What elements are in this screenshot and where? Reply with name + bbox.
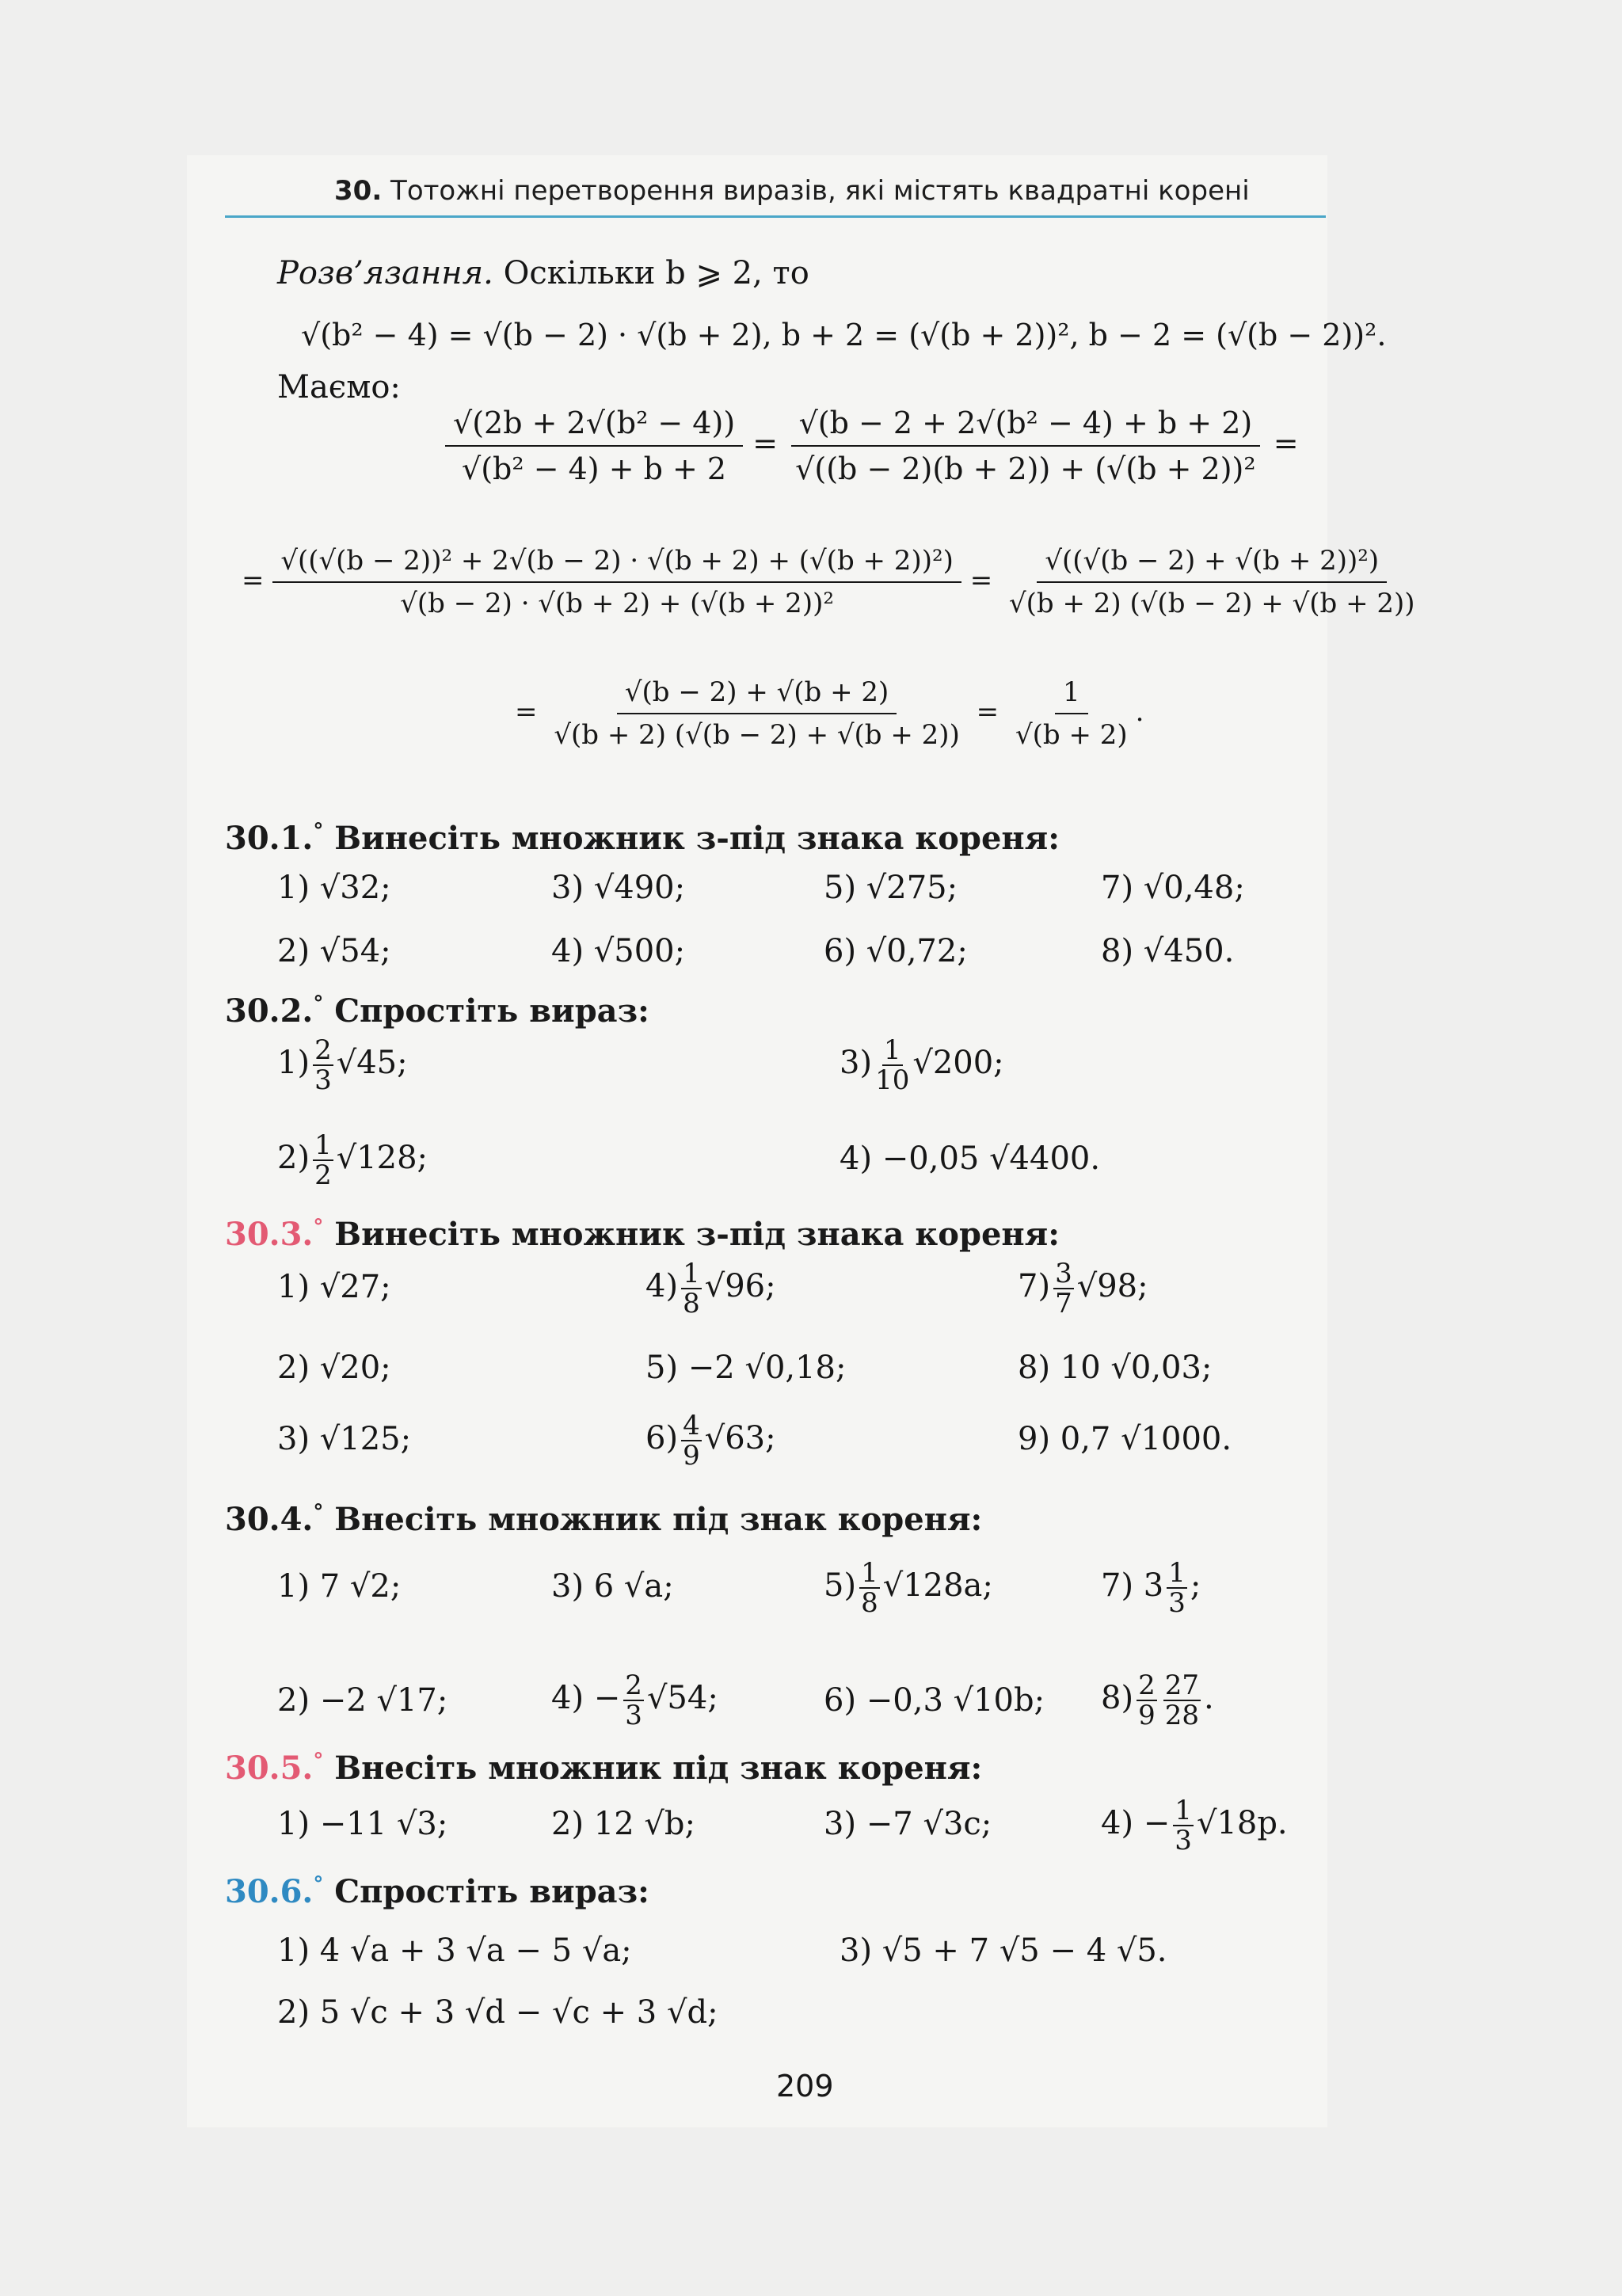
running-header <box>225 166 1326 215</box>
ex1-item: 3) √490; <box>551 870 686 906</box>
ex1-item: 6) √0,72; <box>824 933 968 969</box>
ex5-item: 4) − $\frac{1}{3}$ √18p. <box>1101 1795 1288 1856</box>
exercise-30-4-heading: 30.4.° Внесіть множник під знак кореня: <box>225 1500 983 1538</box>
ex4-item: 3) 6 √a; <box>551 1568 674 1605</box>
ex3-item: 4) $\frac{1}{8}$ √96; <box>645 1258 776 1319</box>
ex4-item: 8) $\frac{2}{9}$ $\frac{27}{28}$ . <box>1101 1670 1214 1731</box>
solution-label: Розв’язання. <box>277 255 493 291</box>
ex3-item: 1) √27; <box>277 1269 391 1305</box>
formula-row-3: = $\frac{√(b - 2) + √(b + 2)}{√(b + 2) (√(b - 2) + √(b + 2))}$ = $\frac{1}{√(b + 2)}$ . <box>515 676 1144 751</box>
formula-row-1: $\frac{\text{√(2b + 2√(b² − 4))}}{\text{√(b² − 4) + b + 2}}$ = $\frac{\text{√(b − 2 + 2√(b² − 4) + b + 2)}}{\text{√((b − 2)(b + 2)) + (√(b + 2))²}}$ = <box>445 404 1299 488</box>
ex2-item-3: 3) $\frac{1}{10}$ √200; <box>840 1034 1004 1096</box>
ex3-item: 8) 10 √0,03; <box>1018 1350 1213 1386</box>
exercise-30-2-heading: 30.2.° Спростіть вираз: <box>225 992 649 1030</box>
solution-condition: Оскільки b ⩾ 2, то <box>503 255 809 291</box>
ex4-item: 6) −0,3 √10b; <box>824 1682 1045 1719</box>
ex5-item: 1) −11 √3; <box>277 1806 448 1842</box>
section-title: Тотожні перетворення виразів, які містять квадратні корені <box>390 175 1250 207</box>
fraction-4: $\frac{\text{√((√(b − 2) + √(b + 2))²)}}{√(b + 2) (√(b - 2) + √(b + 2))}$ <box>1009 545 1415 619</box>
ex2-item-4: 4) −0,05 √4400. <box>840 1140 1101 1177</box>
header-rule <box>225 215 1326 218</box>
exercise-30-1-heading: 30.1.° Винесіть множник з-під знака кореня: <box>225 819 1060 857</box>
ex3-item: 3) √125; <box>277 1421 412 1457</box>
fraction-6: $\frac{1}{√(b + 2)}$ <box>1015 676 1128 751</box>
section-number: 30. <box>334 175 383 207</box>
ex1-item: 5) √275; <box>824 870 958 906</box>
ex4-item: 4) − $\frac{2}{3}$ √54; <box>551 1670 718 1731</box>
ex1-item: 2) √54; <box>277 933 391 969</box>
exercise-30-6-heading: 30.6.° Спростіть вираз: <box>225 1872 649 1910</box>
ex4-item: 5) $\frac{1}{8}$ √128a; <box>824 1557 993 1619</box>
solution-have: Маємо: <box>277 369 401 406</box>
ex4-item: 1) 7 √2; <box>277 1568 402 1605</box>
solution-identities: √(b² − 4) = √(b − 2) · √(b + 2), b + 2 = (√(b + 2))², b − 2 = (√(b − 2))². <box>301 318 1387 352</box>
ex6-item: 1) 4 √a + 3 √a − 5 √a; <box>277 1932 632 1969</box>
ex5-item: 3) −7 √3c; <box>824 1806 992 1842</box>
formula-row-2: = $\frac{\text{√((√(b − 2))² + 2√(b − 2) · √(b + 2) + (√(b + 2))²)}}{\text{√(b − 2) · √(b + 2) + (√(b + 2))²}}$ = $\frac{\text{√((√(b − 2) + √(b + 2))²)}}{√(b + 2) (√(b - 2) + √(b + 2))}$ <box>242 543 1423 621</box>
exercise-30-5-heading: 30.5.° Внесіть множник під знак кореня: <box>225 1749 983 1787</box>
ex2-item-2: 2) $\frac{1}{2}$ √128; <box>277 1129 428 1191</box>
ex1-item: 7) √0,48; <box>1101 870 1245 906</box>
ex1-item: 8) √450. <box>1101 933 1235 969</box>
page-number: 209 <box>776 2069 834 2104</box>
ex3-item: 5) −2 √0,18; <box>645 1350 847 1386</box>
fraction-2: $\frac{\text{√(b − 2 + 2√(b² − 4) + b + 2)}}{\text{√((b − 2)(b + 2)) + (√(b + 2))²}}$ <box>787 404 1263 488</box>
ex3-item: 6) $\frac{4}{9}$ √63; <box>645 1410 776 1472</box>
ex3-item: 7) $\frac{3}{7}$ √98; <box>1018 1258 1148 1319</box>
solution-intro <box>277 252 809 295</box>
ex4-item: 7) 3 $\frac{1}{3}$ ; <box>1101 1557 1201 1619</box>
fraction-5: $\frac{√(b - 2) + √(b + 2)}{√(b + 2) (√(b - 2) + √(b + 2))}$ <box>554 676 960 751</box>
ex5-item: 2) 12 √b; <box>551 1806 695 1842</box>
ex4-item: 2) −2 √17; <box>277 1682 448 1719</box>
ex6-item: 3) √5 + 7 √5 − 4 √5. <box>840 1932 1167 1969</box>
ex3-item: 2) √20; <box>277 1350 391 1386</box>
ex2-item-1: 1) $\frac{2}{3}$ √45; <box>277 1034 408 1096</box>
ex1-item: 1) √32; <box>277 870 391 906</box>
ex3-item: 9) 0,7 √1000. <box>1018 1421 1232 1457</box>
ex6-item: 2) 5 √c + 3 √d − √c + 3 √d; <box>277 1994 718 2031</box>
exercise-30-3-heading: 30.3.° Винесіть множник з-під знака кореня: <box>225 1215 1060 1253</box>
ex1-item: 4) √500; <box>551 933 686 969</box>
fraction-1: $\frac{\text{√(2b + 2√(b² − 4))}}{\text{√(b² − 4) + b + 2}}$ <box>445 404 743 488</box>
fraction-3: $\frac{\text{√((√(b − 2))² + 2√(b − 2) · √(b + 2) + (√(b + 2))²)}}{\text{√(b − 2) · √(b + 2) + (√(b + 2))²}}$ <box>272 543 961 621</box>
